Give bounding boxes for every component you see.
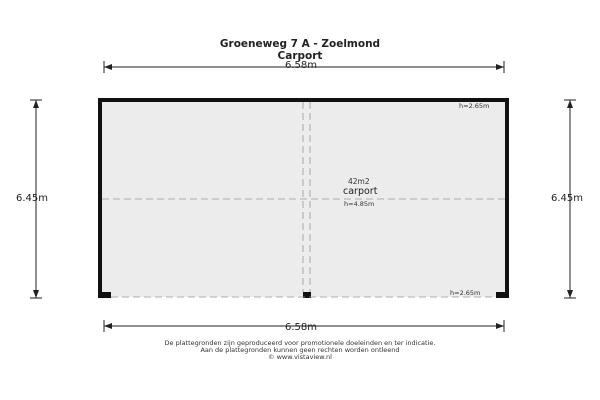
room-area-label: 42m2: [348, 177, 370, 186]
right-wall: [505, 98, 509, 298]
footer-disclaimer-line1: De plattegronden zijn geproduceerd voor promotionele doeleinden en ter indicatie.: [164, 339, 436, 347]
top-wall: [98, 98, 509, 102]
dimension-top-label: 6.58m: [285, 60, 318, 71]
dimension-right-label: 6.45m: [551, 193, 584, 204]
height-note-top-right: h=2.65m: [459, 102, 490, 110]
plan-floor-title: Carport: [277, 50, 323, 62]
plan-address-title: Groeneweg 7 A - Zoelmond: [219, 38, 381, 50]
dimension-bottom-label: 6.58m: [285, 322, 318, 333]
dimension-left-label: 6.45m: [16, 193, 49, 204]
room-height-label: h=4.85m: [344, 200, 375, 208]
post-right: [496, 292, 509, 298]
footer-disclaimer-line2: Aan de plattegronden kunnen geen rechten worden ontleend: [200, 346, 400, 354]
height-note-bottom-right: h=2.65m: [450, 289, 481, 297]
left-wall: [98, 98, 102, 298]
room-name-label: carport: [343, 186, 378, 197]
footer-copyright: © www.vistaview.nl: [268, 353, 332, 361]
post-left: [98, 292, 111, 298]
